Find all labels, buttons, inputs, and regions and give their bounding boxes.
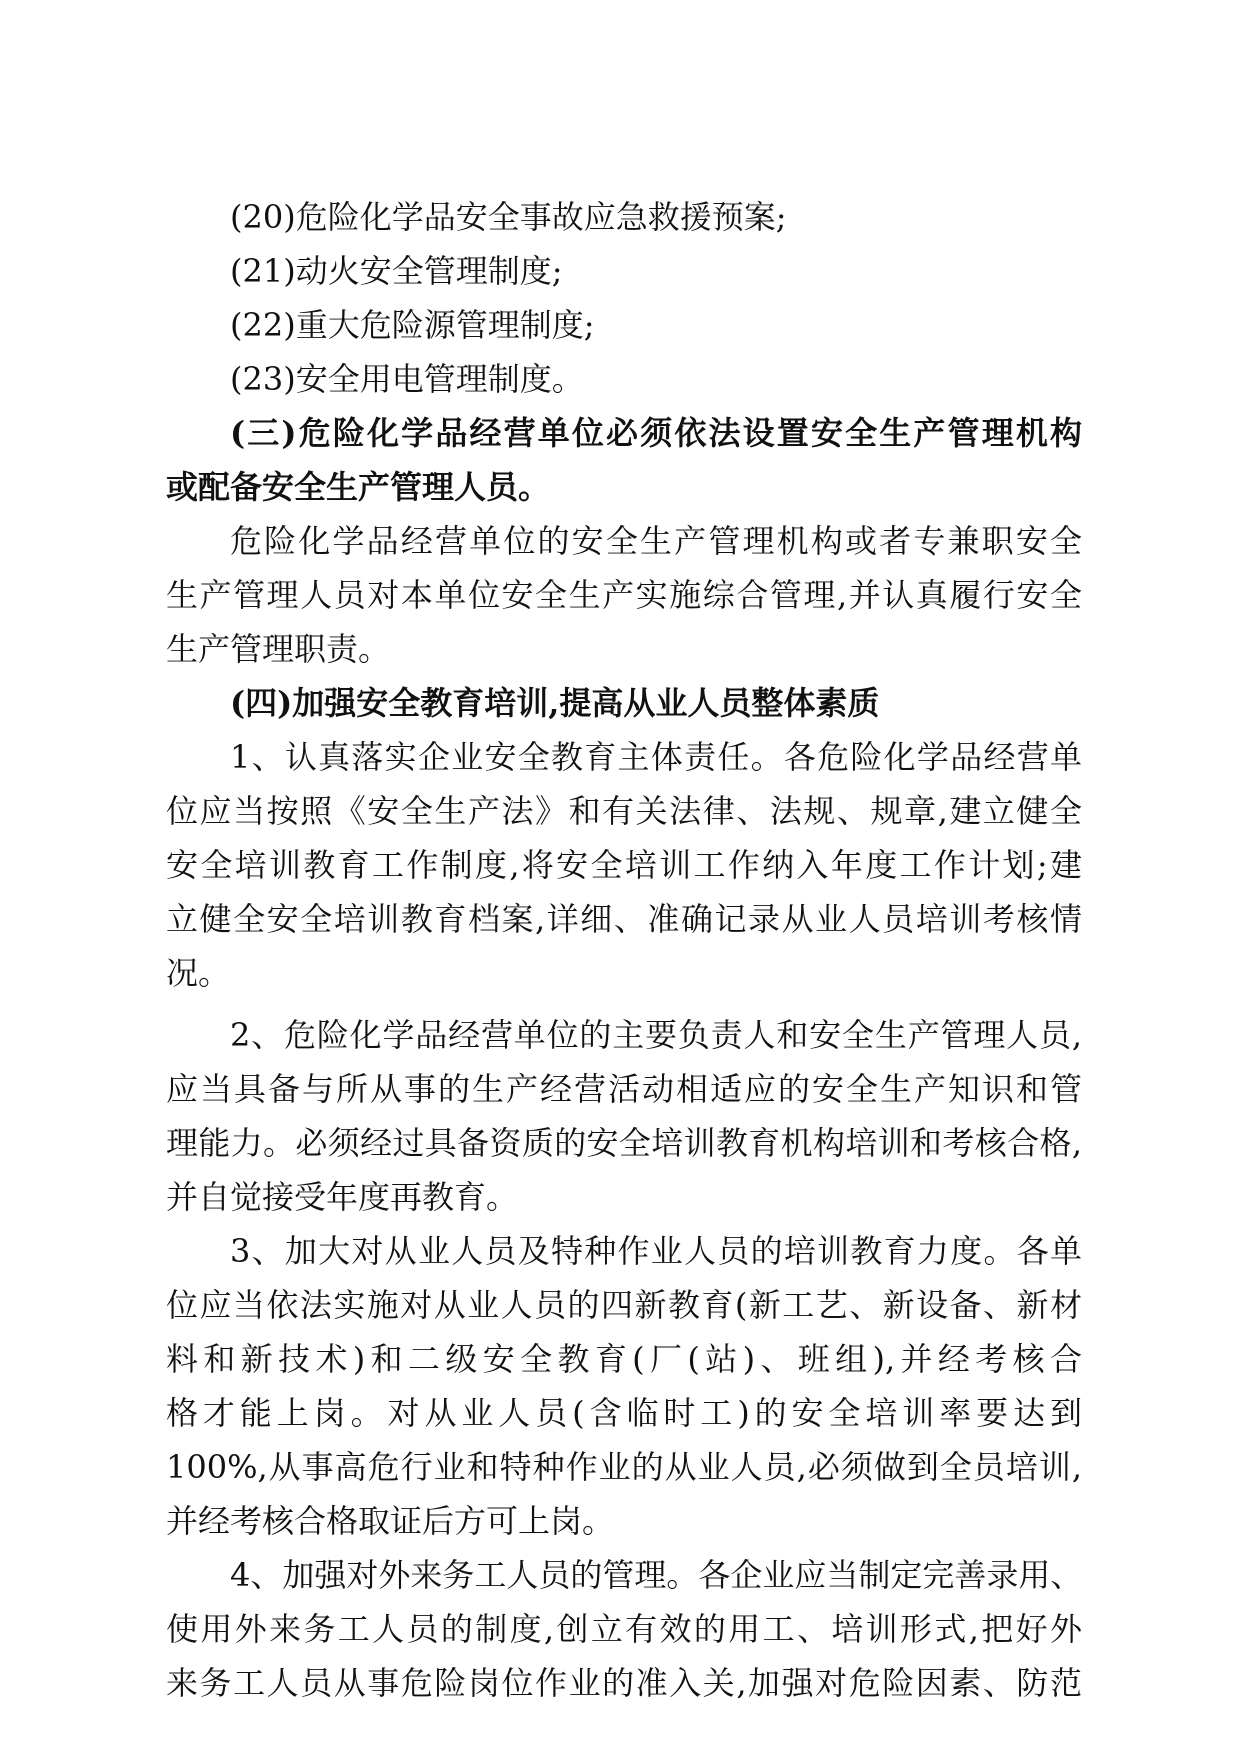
paragraph-line: 危险化学品经营单位的安全生产管理机构或者专兼职安全 bbox=[230, 522, 1082, 560]
document-page bbox=[166, 190, 1082, 1710]
paragraph-line: 并经考核合格取证后方可上岗。 bbox=[166, 1502, 615, 1540]
list-item-21: (21)动火安全管理制度; bbox=[230, 252, 563, 290]
section-heading-3-line-1: (三)危险化学品经营单位必须依法设置安全生产管理机构 bbox=[230, 414, 1082, 452]
list-item-22: (22)重大危险源管理制度; bbox=[230, 306, 595, 344]
list-item-23: (23)安全用电管理制度。 bbox=[230, 360, 584, 398]
paragraph-line: 安全培训教育工作制度,将安全培训工作纳入年度工作计划;建 bbox=[166, 846, 1082, 884]
paragraph-line: 理能力。必须经过具备资质的安全培训教育机构培训和考核合格, bbox=[166, 1124, 1082, 1162]
paragraph-line: 生产管理职责。 bbox=[166, 630, 391, 668]
paragraph-line: 格才能上岗。对从业人员(含临时工)的安全培训率要达到 bbox=[166, 1394, 1082, 1432]
paragraph-line: 1、认真落实企业安全教育主体责任。各危险化学品经营单 bbox=[230, 738, 1082, 776]
paragraph-line: 况。 bbox=[166, 954, 231, 992]
paragraph-line: 并自觉接受年度再教育。 bbox=[166, 1178, 519, 1216]
paragraph-line: 生产管理人员对本单位安全生产实施综合管理,并认真履行安全 bbox=[166, 576, 1082, 614]
paragraph-line: 立健全安全培训教育档案,详细、准确记录从业人员培训考核情 bbox=[166, 900, 1082, 938]
paragraph-line: 应当具备与所从事的生产经营活动相适应的安全生产知识和管 bbox=[166, 1070, 1082, 1108]
paragraph-line: 3、加大对从业人员及特种作业人员的培训教育力度。各单 bbox=[230, 1232, 1082, 1270]
paragraph-line: 位应当依法实施对从业人员的四新教育(新工艺、新设备、新材 bbox=[166, 1286, 1082, 1324]
paragraph-line: 2、危险化学品经营单位的主要负责人和安全生产管理人员, bbox=[230, 1016, 1082, 1054]
paragraph-line: 100%,从事高危行业和特种作业的从业人员,必须做到全员培训, bbox=[166, 1448, 1082, 1486]
list-item-20: (20)危险化学品安全事故应急救援预案; bbox=[230, 198, 787, 236]
section-heading-3-line-2: 或配备安全生产管理人员。 bbox=[166, 468, 551, 506]
paragraph-line: 来务工人员从事危险岗位作业的准入关,加强对危险因素、防范 bbox=[166, 1664, 1082, 1702]
paragraph-line: 4、加强对外来务工人员的管理。各企业应当制定完善录用、 bbox=[230, 1556, 1082, 1594]
section-heading-4: (四)加强安全教育培训,提高从业人员整体素质 bbox=[230, 684, 880, 722]
paragraph-line: 使用外来务工人员的制度,创立有效的用工、培训形式,把好外 bbox=[166, 1610, 1082, 1648]
paragraph-line: 位应当按照《安全生产法》和有关法律、法规、规章,建立健全 bbox=[166, 792, 1082, 830]
paragraph-line: 料和新技术)和二级安全教育(厂(站)、班组),并经考核合 bbox=[166, 1340, 1082, 1378]
